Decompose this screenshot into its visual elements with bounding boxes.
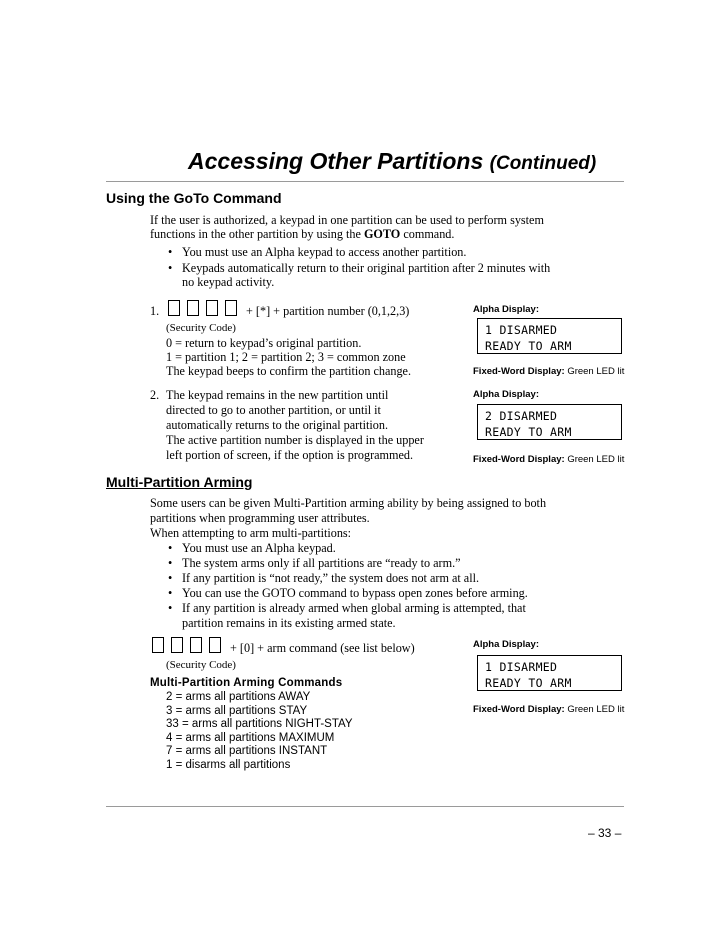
- step2-line: The keypad remains in the new partition until: [166, 388, 389, 402]
- list-item: • If any partition is “not ready,” the system does not arm at all.: [168, 571, 528, 586]
- step2-lines: [166, 388, 424, 463]
- title-text: Accessing Other Partitions: [188, 148, 484, 174]
- list-item: • If any partition is already armed when global arming is attempted, that partition remains in its existing armed state.: [168, 601, 528, 631]
- display-line2: READY TO ARM: [485, 425, 572, 439]
- fixed-word-display: Fixed-Word Display: Green LED lit: [473, 366, 625, 377]
- commands-heading: Multi-Partition Arming Commands: [150, 677, 343, 689]
- code-digit-box: [225, 300, 237, 316]
- command-item: 3 = arms all partitions STAY: [166, 704, 308, 717]
- security-code-label: (Security Code): [166, 322, 236, 334]
- code-digit-box: [171, 637, 183, 653]
- step2-line: automatically returns to the original partition.: [166, 418, 389, 432]
- step2-number: 2.: [150, 388, 160, 402]
- fixed-word-display: Fixed-Word Display: Green LED lit: [473, 704, 625, 715]
- step2-line: left portion of screen, if the option is programmed.: [166, 448, 414, 462]
- code-digit-box: [209, 637, 221, 653]
- display-line1: 1 DISARMED: [485, 323, 558, 337]
- display-line1: 2 DISARMED: [485, 409, 558, 423]
- command-item: 1 = disarms all partitions: [166, 758, 291, 771]
- page-title: [188, 148, 596, 175]
- command-item: 33 = arms all partitions NIGHT-STAY: [166, 718, 353, 730]
- step1-lines: [166, 336, 411, 378]
- title-continued: (Continued): [489, 153, 597, 174]
- step2-line: directed to go to another partition, or until it: [166, 403, 381, 417]
- multi-keys: + [0] + arm command (see list below): [230, 641, 415, 655]
- display-line1: 1 DISARMED: [485, 660, 558, 674]
- step2-line: The active partition number is displayed in the upper: [166, 433, 424, 447]
- command-item: 2 = arms all partitions AWAY: [166, 691, 311, 703]
- commands-list: [166, 691, 353, 772]
- goto-intro-line2: functions in the other partition by using the GOTO command.: [150, 227, 455, 241]
- section-heading-multi: Multi-Partition Arming: [106, 474, 253, 490]
- goto-bullets: [168, 245, 550, 289]
- alpha-display-label: Alpha Display:: [473, 639, 539, 650]
- display-line2: READY TO ARM: [485, 339, 572, 353]
- code-digit-box: [152, 637, 164, 653]
- section-heading-goto: Using the GoTo Command: [106, 190, 282, 206]
- list-item: • You must use an Alpha keypad.: [168, 541, 528, 556]
- goto-intro-line1: If the user is authorized, a keypad in one partition can be used to perform system: [150, 213, 544, 227]
- multi-bullets: [168, 541, 528, 631]
- code-digit-box: [168, 300, 180, 316]
- goto-command-text: GOTO: [363, 227, 401, 241]
- footer-rule: [106, 806, 624, 807]
- step1-number: 1.: [150, 304, 160, 318]
- display-line2: READY TO ARM: [485, 676, 572, 690]
- alpha-display-label: Alpha Display:: [473, 304, 539, 315]
- code-digit-box: [187, 300, 199, 316]
- step1-line: 0 = return to keypad’s original partition.: [166, 336, 362, 350]
- multi-intro-line: Some users can be given Multi-Partition arming ability by being assigned to both: [150, 496, 547, 510]
- code-digit-box: [190, 637, 202, 653]
- multi-intro-line: When attempting to arm multi-partitions:: [150, 526, 352, 540]
- fixed-word-display: Fixed-Word Display: Green LED lit: [473, 454, 625, 465]
- step1-keys: + [*] + partition number (0,1,2,3): [246, 304, 410, 318]
- alpha-display: [477, 655, 622, 691]
- page-number: – 33 –: [588, 826, 622, 840]
- multi-intro-line: partitions when programming user attributes.: [150, 511, 370, 525]
- goto-intro: [150, 213, 544, 241]
- alpha-display: [477, 404, 622, 440]
- multi-intro: [150, 496, 546, 541]
- command-item: 4 = arms all partitions MAXIMUM: [166, 731, 335, 744]
- code-digit-box: [206, 300, 218, 316]
- list-item: • You must use an Alpha keypad to access another partition.: [168, 245, 550, 259]
- step1-line: The keypad beeps to confirm the partition change.: [166, 364, 412, 378]
- command-item: 7 = arms all partitions INSTANT: [166, 745, 328, 757]
- list-item: • Keypads automatically return to their original partition after 2 minutes with no keypad activity.: [168, 261, 550, 289]
- list-item: • The system arms only if all partitions are “ready to arm.”: [168, 556, 528, 571]
- alpha-display-label: Alpha Display:: [473, 389, 539, 400]
- step1-line: 1 = partition 1; 2 = partition 2; 3 = common zone: [166, 350, 406, 364]
- security-code-label: (Security Code): [166, 659, 236, 671]
- list-item: • You can use the GOTO command to bypass open zones before arming.: [168, 586, 528, 601]
- alpha-display: [477, 318, 622, 354]
- title-rule: [106, 181, 624, 182]
